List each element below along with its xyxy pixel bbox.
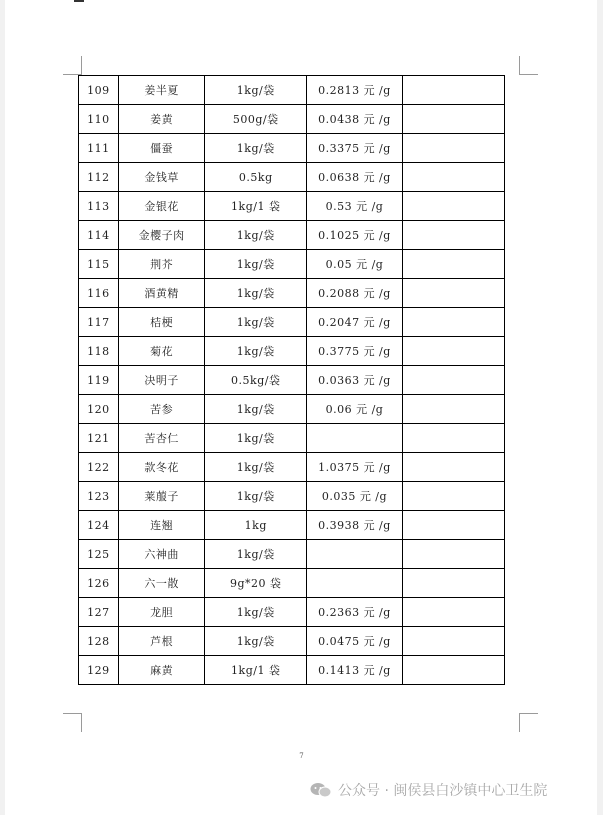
crop-mark-top-right bbox=[519, 56, 538, 75]
row-number-cell: 110 bbox=[79, 105, 119, 134]
crop-mark-top-left bbox=[63, 56, 82, 75]
unit-price-cell: 0.3938 元 /g bbox=[307, 511, 403, 540]
package-spec-cell: 1kg/袋 bbox=[205, 308, 307, 337]
table-row bbox=[79, 395, 505, 424]
remark-cell bbox=[402, 482, 504, 511]
wechat-watermark bbox=[310, 780, 547, 800]
remark-cell bbox=[402, 337, 504, 366]
row-number-cell: 112 bbox=[79, 163, 119, 192]
row-number-cell: 123 bbox=[79, 482, 119, 511]
herb-name-cell: 金樱子肉 bbox=[118, 221, 205, 250]
herb-name-cell: 六神曲 bbox=[118, 540, 205, 569]
unit-price-cell: 1.0375 元 /g bbox=[307, 453, 403, 482]
table-row bbox=[79, 134, 505, 163]
herb-name-cell: 酒黄精 bbox=[118, 279, 205, 308]
package-spec-cell: 0.5kg/袋 bbox=[205, 366, 307, 395]
row-number-cell: 114 bbox=[79, 221, 119, 250]
remark-cell bbox=[402, 250, 504, 279]
unit-price-cell: 0.0438 元 /g bbox=[307, 105, 403, 134]
herb-table-body bbox=[79, 76, 505, 685]
herb-name-cell: 姜黄 bbox=[118, 105, 205, 134]
row-number-cell: 111 bbox=[79, 134, 119, 163]
table-row bbox=[79, 337, 505, 366]
unit-price-cell: 0.1025 元 /g bbox=[307, 221, 403, 250]
unit-price-cell: 0.0475 元 /g bbox=[307, 627, 403, 656]
remark-cell bbox=[402, 366, 504, 395]
table-row bbox=[79, 221, 505, 250]
row-number-cell: 127 bbox=[79, 598, 119, 627]
package-spec-cell: 1kg/袋 bbox=[205, 482, 307, 511]
herb-name-cell: 麻黄 bbox=[118, 656, 205, 685]
table-row bbox=[79, 627, 505, 656]
package-spec-cell: 1kg/袋 bbox=[205, 279, 307, 308]
herb-name-cell: 连翘 bbox=[118, 511, 205, 540]
herb-name-cell: 荆芥 bbox=[118, 250, 205, 279]
row-number-cell: 117 bbox=[79, 308, 119, 337]
package-spec-cell: 1kg/袋 bbox=[205, 540, 307, 569]
table-row bbox=[79, 598, 505, 627]
table-row bbox=[79, 366, 505, 395]
table-row bbox=[79, 482, 505, 511]
remark-cell bbox=[402, 221, 504, 250]
herb-name-cell: 金钱草 bbox=[118, 163, 205, 192]
row-number-cell: 121 bbox=[79, 424, 119, 453]
row-number-cell: 125 bbox=[79, 540, 119, 569]
table-row bbox=[79, 453, 505, 482]
unit-price-cell: 0.1413 元 /g bbox=[307, 656, 403, 685]
table-row bbox=[79, 569, 505, 598]
table-row bbox=[79, 279, 505, 308]
remark-cell bbox=[402, 424, 504, 453]
row-number-cell: 118 bbox=[79, 337, 119, 366]
remark-cell bbox=[402, 598, 504, 627]
package-spec-cell: 1kg/袋 bbox=[205, 424, 307, 453]
remark-cell bbox=[402, 511, 504, 540]
package-spec-cell: 1kg bbox=[205, 511, 307, 540]
unit-price-cell: 0.06 元 /g bbox=[307, 395, 403, 424]
unit-price-cell: 0.035 元 /g bbox=[307, 482, 403, 511]
herb-name-cell: 款冬花 bbox=[118, 453, 205, 482]
row-number-cell: 128 bbox=[79, 627, 119, 656]
unit-price-cell: 0.53 元 /g bbox=[307, 192, 403, 221]
row-number-cell: 124 bbox=[79, 511, 119, 540]
unit-price-cell bbox=[307, 540, 403, 569]
package-spec-cell: 1kg/袋 bbox=[205, 76, 307, 105]
package-spec-cell: 0.5kg bbox=[205, 163, 307, 192]
table-row bbox=[79, 192, 505, 221]
herb-price-table bbox=[78, 75, 505, 685]
table-row bbox=[79, 163, 505, 192]
unit-price-cell bbox=[307, 569, 403, 598]
page-number: 7 bbox=[299, 752, 304, 760]
package-spec-cell: 1kg/袋 bbox=[205, 627, 307, 656]
package-spec-cell: 1kg/1 袋 bbox=[205, 192, 307, 221]
remark-cell bbox=[402, 395, 504, 424]
remark-cell bbox=[402, 308, 504, 337]
package-spec-cell: 9g*20 袋 bbox=[205, 569, 307, 598]
row-number-cell: 120 bbox=[79, 395, 119, 424]
unit-price-cell: 0.2047 元 /g bbox=[307, 308, 403, 337]
remark-cell bbox=[402, 163, 504, 192]
remark-cell bbox=[402, 540, 504, 569]
unit-price-cell: 0.3375 元 /g bbox=[307, 134, 403, 163]
package-spec-cell: 500g/袋 bbox=[205, 105, 307, 134]
unit-price-cell: 0.2813 元 /g bbox=[307, 76, 403, 105]
table-row bbox=[79, 656, 505, 685]
package-spec-cell: 1kg/袋 bbox=[205, 598, 307, 627]
top-edge-mark bbox=[74, 0, 84, 2]
package-spec-cell: 1kg/袋 bbox=[205, 250, 307, 279]
table-row bbox=[79, 424, 505, 453]
herb-name-cell: 决明子 bbox=[118, 366, 205, 395]
row-number-cell: 113 bbox=[79, 192, 119, 221]
table-row bbox=[79, 540, 505, 569]
unit-price-cell: 0.2088 元 /g bbox=[307, 279, 403, 308]
herb-name-cell: 六一散 bbox=[118, 569, 205, 598]
crop-mark-bottom-right bbox=[519, 713, 538, 732]
herb-name-cell: 僵蚕 bbox=[118, 134, 205, 163]
remark-cell bbox=[402, 192, 504, 221]
herb-name-cell: 龙胆 bbox=[118, 598, 205, 627]
table-row bbox=[79, 511, 505, 540]
herb-name-cell: 菊花 bbox=[118, 337, 205, 366]
unit-price-cell: 0.0638 元 /g bbox=[307, 163, 403, 192]
watermark-text: 公众号 · 闽侯县白沙镇中心卫生院 bbox=[338, 783, 548, 799]
herb-name-cell: 姜半夏 bbox=[118, 76, 205, 105]
herb-name-cell: 莱菔子 bbox=[118, 482, 205, 511]
table-row bbox=[79, 76, 505, 105]
row-number-cell: 126 bbox=[79, 569, 119, 598]
row-number-cell: 129 bbox=[79, 656, 119, 685]
herb-name-cell: 芦根 bbox=[118, 627, 205, 656]
remark-cell bbox=[402, 656, 504, 685]
unit-price-cell bbox=[307, 424, 403, 453]
unit-price-cell: 0.3775 元 /g bbox=[307, 337, 403, 366]
herb-name-cell: 苦杏仁 bbox=[118, 424, 205, 453]
unit-price-cell: 0.05 元 /g bbox=[307, 250, 403, 279]
crop-mark-bottom-left bbox=[63, 713, 82, 732]
table-row bbox=[79, 250, 505, 279]
row-number-cell: 109 bbox=[79, 76, 119, 105]
remark-cell bbox=[402, 569, 504, 598]
package-spec-cell: 1kg/袋 bbox=[205, 337, 307, 366]
row-number-cell: 119 bbox=[79, 366, 119, 395]
package-spec-cell: 1kg/袋 bbox=[205, 221, 307, 250]
package-spec-cell: 1kg/袋 bbox=[205, 134, 307, 163]
row-number-cell: 116 bbox=[79, 279, 119, 308]
remark-cell bbox=[402, 453, 504, 482]
unit-price-cell: 0.0363 元 /g bbox=[307, 366, 403, 395]
row-number-cell: 122 bbox=[79, 453, 119, 482]
herb-name-cell: 苦参 bbox=[118, 395, 205, 424]
remark-cell bbox=[402, 76, 504, 105]
wechat-logo-icon bbox=[310, 782, 332, 798]
row-number-cell: 115 bbox=[79, 250, 119, 279]
package-spec-cell: 1kg/袋 bbox=[205, 395, 307, 424]
remark-cell bbox=[402, 627, 504, 656]
remark-cell bbox=[402, 105, 504, 134]
herb-name-cell: 桔梗 bbox=[118, 308, 205, 337]
table-row bbox=[79, 308, 505, 337]
unit-price-cell: 0.2363 元 /g bbox=[307, 598, 403, 627]
herb-name-cell: 金银花 bbox=[118, 192, 205, 221]
remark-cell bbox=[402, 279, 504, 308]
remark-cell bbox=[402, 134, 504, 163]
package-spec-cell: 1kg/袋 bbox=[205, 453, 307, 482]
package-spec-cell: 1kg/1 袋 bbox=[205, 656, 307, 685]
table-row bbox=[79, 105, 505, 134]
